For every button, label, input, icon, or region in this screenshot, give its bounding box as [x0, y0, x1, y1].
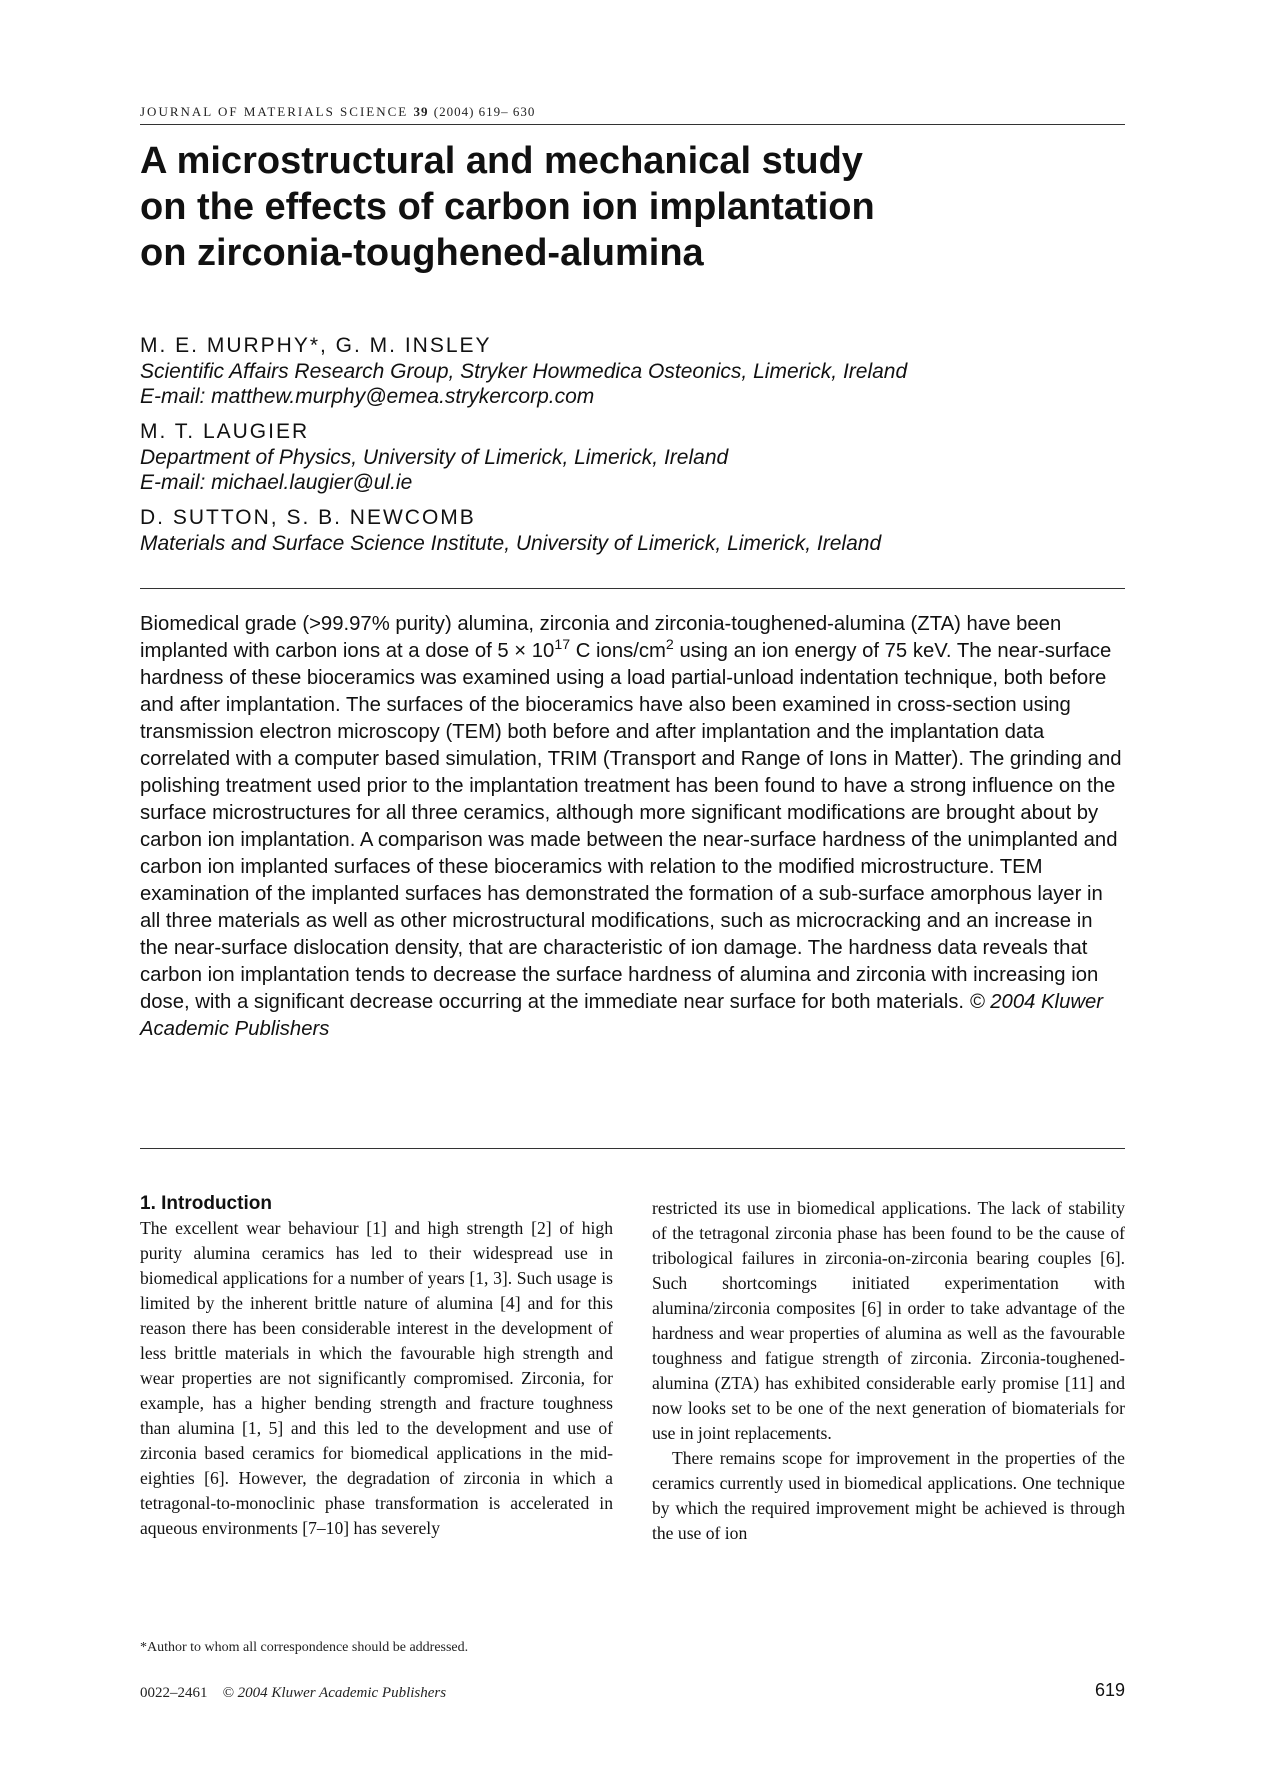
body-paragraph: There remains scope for improvement in the properties of the ceramics currently used in biomedical applications. One technique by which the required improvement might be achieved is through the use of ion	[652, 1448, 1125, 1543]
left-column	[140, 1192, 613, 1541]
author-email: E-mail: michael.laugier@ul.ie	[140, 471, 413, 494]
abstract-copyright: © 2004 Kluwer Academic Publishers	[140, 991, 1104, 1040]
author-list	[140, 333, 1125, 566]
abstract-text: using an ion energy of 75 keV. The near-surface hardness of these bioceramics was examined using a load partial-unload indentation technique, both before and after implantation. The surfaces of the bioceramics have also been examined in cross-section using transmission electron microscopy (TEM) both before and after implantation and the implantation data correlated with a computer based simulation, TRIM (Transport and Range of Ions in Matter). The grinding and polishing treatment used prior to the implantation treatment has been found to have a strong influence on the surface microstructures for all three ceramics, although more significant modifications are brought about by carbon ion implantation. A comparison was made between the near-surface hardness of the unimplanted and carbon ion implanted surfaces of these bioceramics with relation to the modified microstructure. TEM examination of the implanted surfaces has demonstrated the formation of a sub-surface amorphous layer in all three materials as well as other microstructural modifications, such as microcracking and an increase in the near-surface dislocation density, that are characteristic of ion damage. The hardness data reveals that carbon ion implantation tends to decrease the surface hardness of alumina and zirconia with increasing ion dose, with a significant decrease occurring at the immediate near surface for both materials.	[140, 640, 1122, 1013]
body-paragraph: The excellent wear behaviour [1] and high strength [2] of high purity alumina ceramics has led to their widespread use in biomedical applications for a number of years [1, 3]. Such usage is limited by the inherent brittle nature of alumina [4] and for this reason there has been considerable interest in the development of less brittle materials in which the favourable high strength and wear properties are not significantly compromised. Zirconia, for example, has a higher bending strength and fracture toughness than alumina [1, 5] and this led to the development and use of zirconia based ceramics for biomedical applications in the mid-eighties [6]. However, the degradation of zirconia in which a tetragonal-to-monoclinic phase transformation is accelerated in aqueous environments [7–10] has severely	[140, 1218, 613, 1538]
author-affiliation: Scientific Affairs Research Group, Stryker Howmedica Osteonics, Limerick, Ireland	[140, 360, 908, 383]
right-column	[652, 1196, 1125, 1546]
footnote: *Author to whom all correspondence should be addressed.	[140, 1640, 469, 1655]
author-names: D. SUTTON, S. B. NEWCOMB	[140, 506, 476, 529]
unit-exponent: 2	[665, 637, 674, 654]
journal-volume: 39	[413, 104, 429, 119]
author-block	[140, 505, 1125, 556]
author-email: E-mail: matthew.murphy@emea.strykercorp.com	[140, 385, 595, 408]
abstract-bottom-rule	[140, 1148, 1125, 1149]
author-names: M. E. MURPHY*, G. M. INSLEY	[140, 334, 492, 357]
author-affiliation: Department of Physics, University of Limerick, Limerick, Ireland	[140, 446, 729, 469]
journal-name: JOURNAL OF MATERIALS SCIENCE	[140, 104, 409, 119]
page-number: 619	[1094, 1680, 1125, 1700]
body-paragraph: restricted its use in biomedical applications. The lack of stability of the tetragonal zirconia phase has been found to be the cause of tribological failures in zirconia-on-zirconia bearing couples [6]. Such shortcomings initiated experimentation with alumina/zirconia composites [6] in order to take advantage of the hardness and wear properties of alumina as well as the favourable toughness and fatigue strength of zirconia. Zirconia-toughened-alumina (ZTA) has exhibited considerable early promise [11] and now looks set to be one of the next generation of biomaterials for use in joint replacements.	[652, 1198, 1125, 1443]
abstract-text: C ions/cm	[570, 640, 666, 662]
author-affiliation: Materials and Surface Science Institute, University of Limerick, Limerick, Ireland	[140, 532, 882, 555]
footer-publisher: © 2004 Kluwer Academic Publishers	[222, 1685, 447, 1701]
section-heading: 1. Introduction	[140, 1193, 272, 1214]
author-block	[140, 333, 1125, 409]
issn: 0022–2461	[140, 1685, 208, 1701]
abstract	[140, 611, 1125, 1043]
author-block	[140, 419, 1125, 495]
running-head	[140, 104, 1125, 125]
author-names: M. T. LAUGIER	[140, 420, 310, 443]
footer-left	[140, 1685, 446, 1702]
paper-title	[140, 138, 1125, 276]
abstract-top-rule	[140, 588, 1125, 589]
title-line: on zirconia-toughened-alumina	[140, 232, 704, 274]
title-line: A microstructural and mechanical study	[140, 140, 863, 182]
abstract-text: Biomedical grade (>99.97% purity) alumina, zirconia and zirconia-toughened-alumina (ZTA) have been implanted with carbon ions at a dose of 5 × 10	[140, 613, 1062, 662]
dose-exponent: 17	[554, 637, 571, 654]
journal-year-pages: (2004) 619– 630	[433, 104, 536, 119]
title-line: on the effects of carbon ion implantation	[140, 186, 875, 228]
